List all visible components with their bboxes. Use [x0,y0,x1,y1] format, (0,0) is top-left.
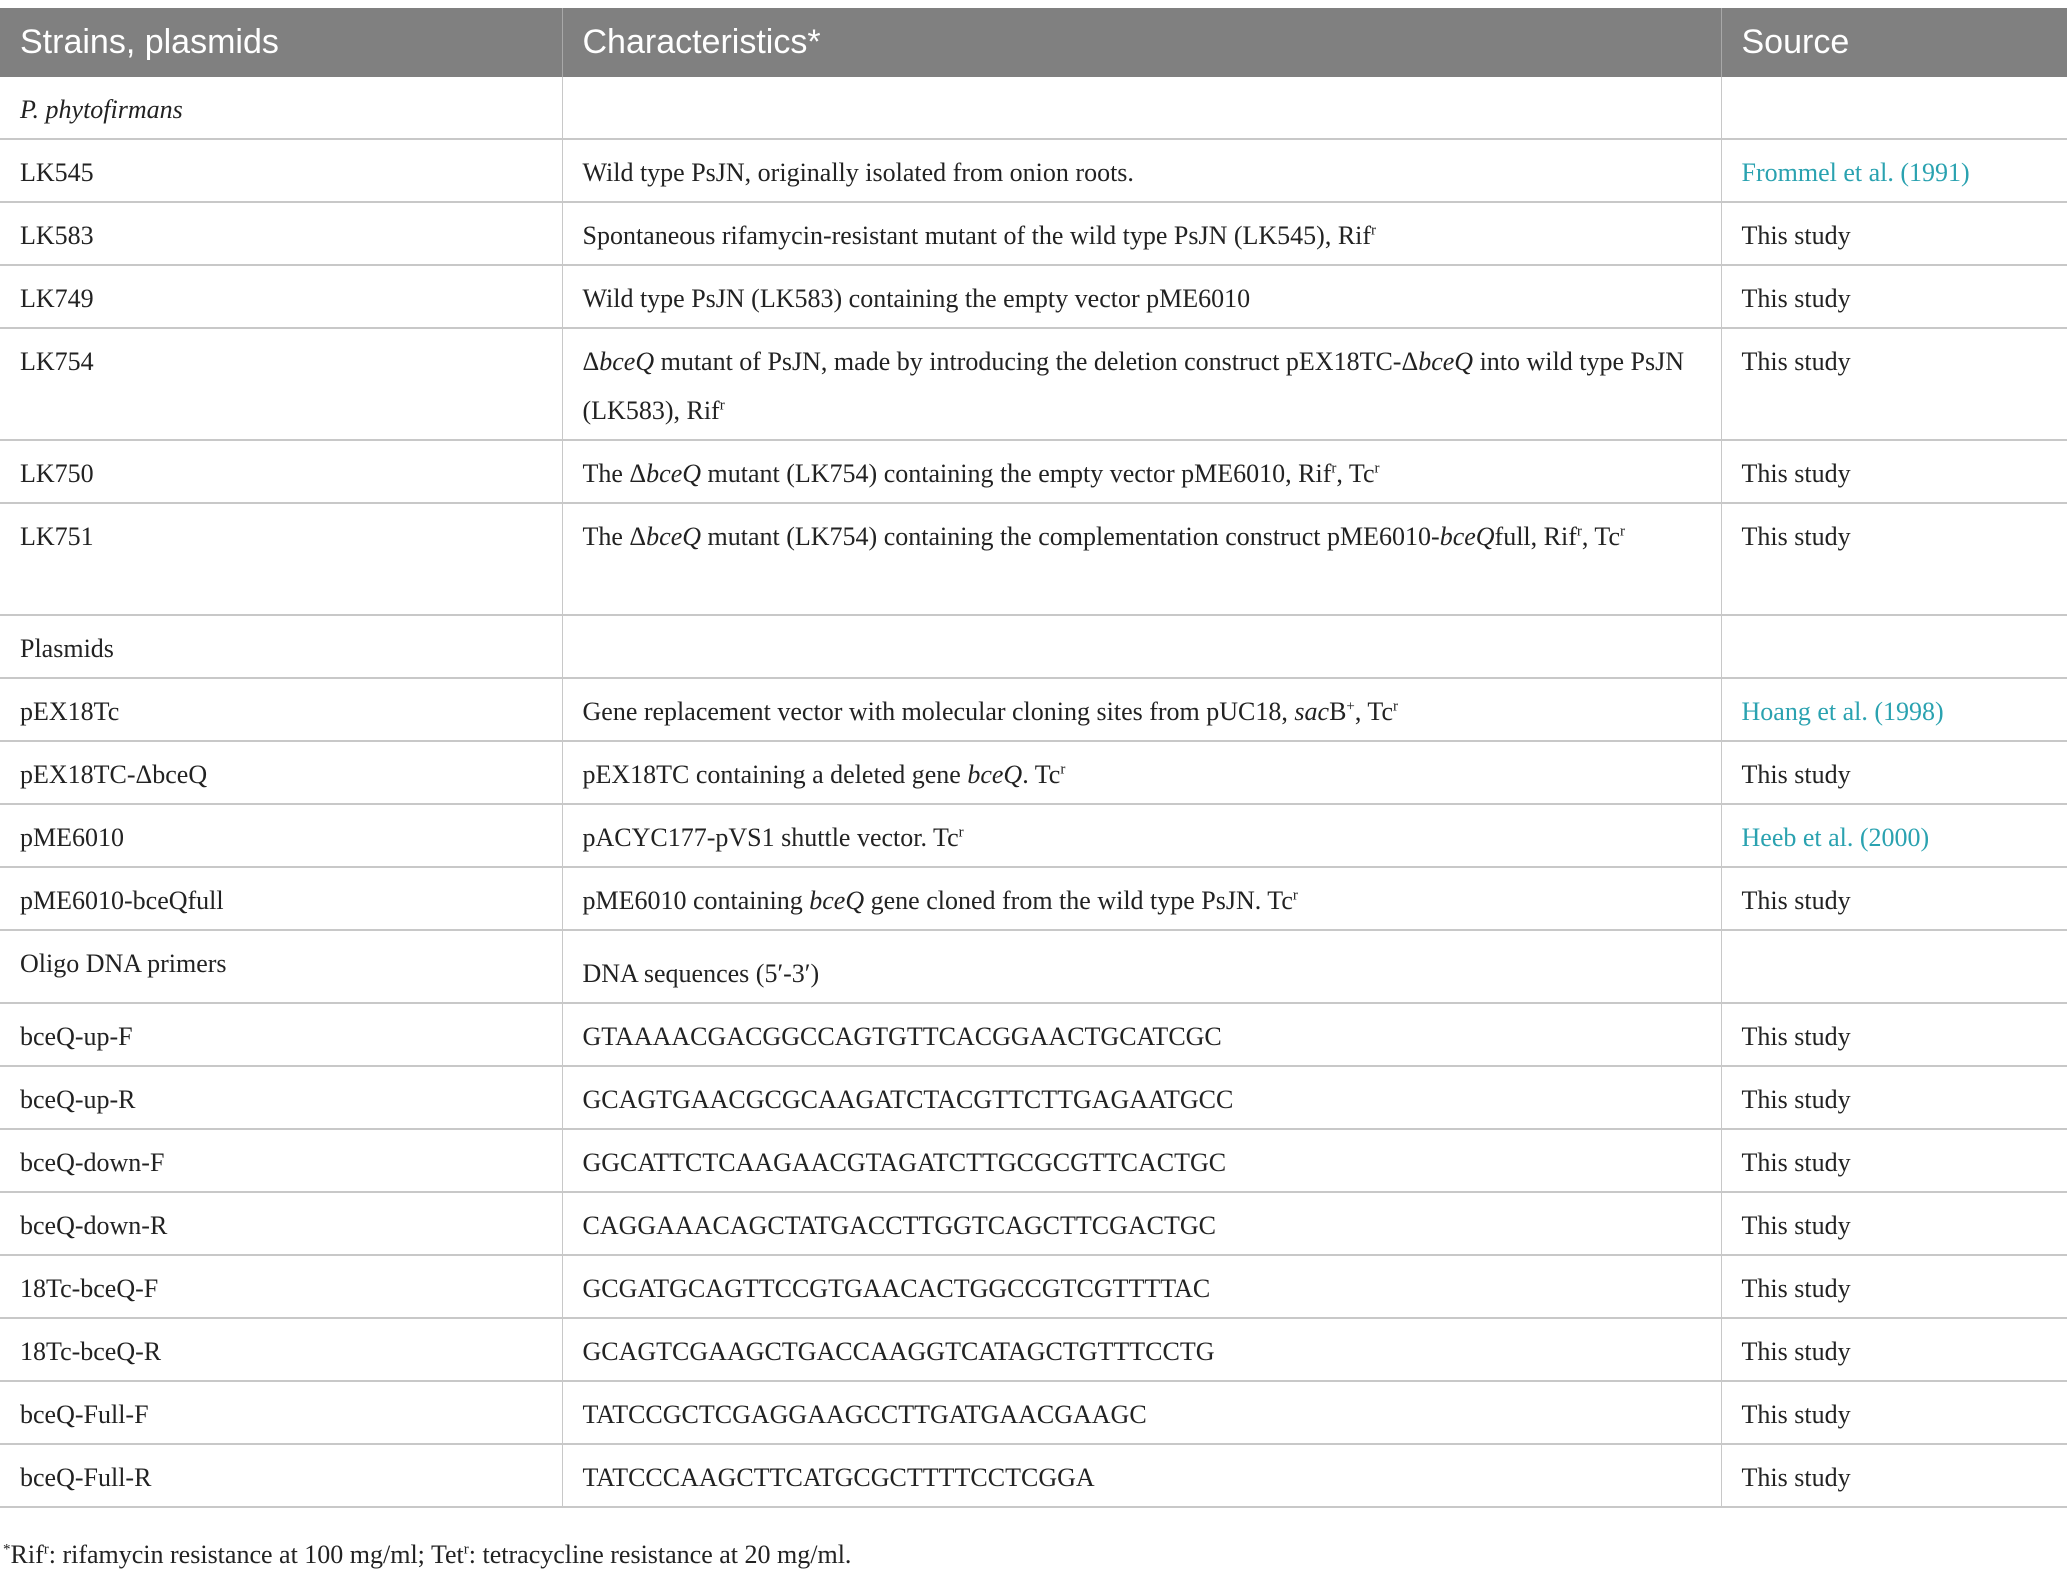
table-row [0,503,2067,615]
row-sequence: TATCCCAAGCTTCATGCGCTTTTCCTCGGA [562,1444,1721,1507]
row-name: pME6010-bceQfull [0,867,562,930]
row-characteristics: Wild type PsJN, originally isolated from onion roots. [562,139,1721,202]
table-header [0,8,2067,77]
table-row [0,265,2067,328]
row-sequence: GCGATGCAGTTCCGTGAACACTGGCCGTCGTTTTAC [562,1255,1721,1318]
row-source: This study [1721,440,2067,503]
empty-cell [1721,615,2067,678]
row-source: This study [1721,741,2067,804]
row-source: This study [1721,503,2067,615]
source-link[interactable]: Hoang et al. (1998) [1741,697,1944,726]
row-characteristics: ΔbceQ mutant of PsJN, made by introducing the deletion construct pEX18TC-ΔbceQ into wild type PsJN (LK583), Rif$^r$ [562,328,1721,440]
table-row [0,1003,2067,1066]
section-label-plasmids: Plasmids [0,615,562,678]
table-row [0,678,2067,741]
row-characteristics: pACYC177-pVS1 shuttle vector. Tc$^r$ [562,804,1721,867]
row-name: bceQ-down-F [0,1129,562,1192]
row-source: This study [1721,1192,2067,1255]
row-name: LK545 [0,139,562,202]
table-row [0,1381,2067,1444]
header-source: Source [1721,8,2067,77]
row-name: pEX18TC-ΔbceQ [0,741,562,804]
empty-cell [562,615,1721,678]
row-sequence: GGCATTCTCAAGAACGTAGATCTTGCGCGTTCACTGC [562,1129,1721,1192]
row-name: 18Tc-bceQ-R [0,1318,562,1381]
table-row [0,1444,2067,1507]
header-characteristics: Characteristics* [562,8,1721,77]
table-row [0,139,2067,202]
row-name: bceQ-Full-R [0,1444,562,1507]
empty-cell [1721,77,2067,139]
section-row-primers [0,930,2067,1003]
row-source: This study [1721,1066,2067,1129]
row-characteristics: pME6010 containing bceQ gene cloned from the wild type PsJN. Tc$^r$ [562,867,1721,930]
row-source: This study [1721,1381,2067,1444]
table-row [0,328,2067,440]
row-name: LK754 [0,328,562,440]
row-characteristics: Gene replacement vector with molecular cloning sites from pUC18, sacB+, Tc$^r$ [562,678,1721,741]
row-sequence: TATCCGCTCGAGGAAGCCTTGATGAACGAAGC [562,1381,1721,1444]
row-source: This study [1721,328,2067,440]
table-row [0,1192,2067,1255]
source-link[interactable]: Frommel et al. (1991) [1741,158,1970,187]
section-row-plasmids [0,615,2067,678]
row-source: This study [1721,1003,2067,1066]
row-name: pME6010 [0,804,562,867]
row-source: This study [1721,202,2067,265]
empty-cell [562,77,1721,139]
row-characteristics: The ΔbceQ mutant (LK754) containing the empty vector pME6010, Rif$^r$, Tc$^r$ [562,440,1721,503]
row-name: LK749 [0,265,562,328]
row-source: This study [1721,265,2067,328]
section-row-strains [0,77,2067,139]
header-strains-plasmids: Strains, plasmids [0,8,562,77]
table-row [0,1255,2067,1318]
row-name: 18Tc-bceQ-F [0,1255,562,1318]
row-sequence: GCAGTCGAAGCTGACCAAGGTCATAGCTGTTTCCTG [562,1318,1721,1381]
row-characteristics: The ΔbceQ mutant (LK754) containing the complementation construct pME6010-bceQfull, Rif$^r$, Tc$^r$ [562,503,1721,615]
table-row [0,1066,2067,1129]
row-name: LK751 [0,503,562,615]
table-body [0,77,2067,1507]
table-footnote: *Rif$^r$: rifamycin resistance at 100 mg/ml; Tet$^r$: tetracycline resistance at 20 mg/ml. [3,1540,852,1569]
row-sequence: CAGGAAACAGCTATGACCTTGGTCAGCTTCGACTGC [562,1192,1721,1255]
row-source: This study [1721,867,2067,930]
empty-cell [1721,930,2067,1003]
row-characteristics: Spontaneous rifamycin-resistant mutant of the wild type PsJN (LK545), Rif$^r$ [562,202,1721,265]
section-label-dna-sequences: DNA sequences (5′-3′) [562,930,1721,1003]
row-sequence: GCAGTGAACGCGCAAGATCTACGTTCTTGAGAATGCC [562,1066,1721,1129]
row-source: This study [1721,1129,2067,1192]
source-link[interactable]: Heeb et al. (2000) [1741,823,1930,852]
row-name: bceQ-up-R [0,1066,562,1129]
row-name: LK750 [0,440,562,503]
section-label-strains: P. phytofirmans [0,77,562,139]
row-name: LK583 [0,202,562,265]
section-label-primers: Oligo DNA primers [0,930,562,1003]
table-row [0,202,2067,265]
table-row [0,1129,2067,1192]
row-name: bceQ-Full-F [0,1381,562,1444]
row-source: This study [1721,1255,2067,1318]
table-row [0,1318,2067,1381]
table-row [0,440,2067,503]
table-row [0,867,2067,930]
row-name: bceQ-up-F [0,1003,562,1066]
row-source: This study [1721,1444,2067,1507]
row-sequence: GTAAAACGACGGCCAGTGTTCACGGAACTGCATCGC [562,1003,1721,1066]
row-name: bceQ-down-R [0,1192,562,1255]
row-source: This study [1721,1318,2067,1381]
row-characteristics: pEX18TC containing a deleted gene bceQ. Tc$^r$ [562,741,1721,804]
strains-plasmids-table [0,8,2067,1508]
table-row [0,741,2067,804]
table-row [0,804,2067,867]
row-characteristics: Wild type PsJN (LK583) containing the empty vector pME6010 [562,265,1721,328]
row-name: pEX18Tc [0,678,562,741]
